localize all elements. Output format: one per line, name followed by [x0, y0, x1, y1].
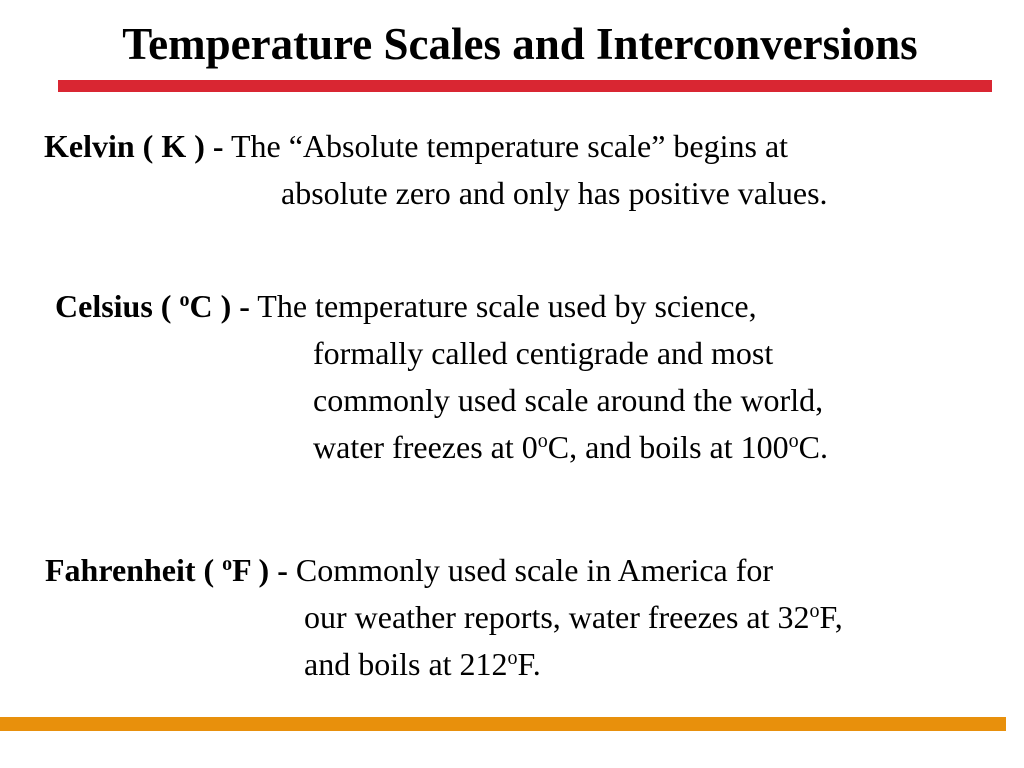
- celsius-text-line-1: The temperature scale used by science,: [257, 288, 757, 324]
- celsius-definition: [55, 283, 828, 471]
- slide-title: Temperature Scales and Interconversions: [122, 19, 918, 69]
- fahrenheit-text-line-2: our weather reports, water freezes at 32$^o$F,: [304, 599, 843, 635]
- footer-rule: [0, 717, 1006, 731]
- kelvin-text-line-1: The “Absolute temperature scale” begins at: [230, 128, 789, 164]
- celsius-text-line-4: water freezes at 0$^o$C, and boils at 100$^o$C.: [313, 429, 828, 465]
- kelvin-definition: [44, 123, 828, 217]
- fahrenheit-text-line-1: Commonly used scale in America for: [295, 552, 774, 588]
- celsius-term: Celsius ( $^o$C ) -: [55, 288, 250, 324]
- kelvin-term: Kelvin ( K ) -: [44, 128, 224, 164]
- fahrenheit-term: Fahrenheit ( $^o$F ) -: [45, 552, 288, 588]
- celsius-text-line-2: formally called centigrade and most: [313, 335, 774, 371]
- celsius-text-line-3: commonly used scale around the world,: [313, 382, 824, 418]
- title-underline: [58, 80, 992, 92]
- kelvin-text-line-2: absolute zero and only has positive values.: [281, 175, 828, 211]
- fahrenheit-definition: [45, 547, 843, 688]
- fahrenheit-text-line-3: and boils at 212$^o$F.: [304, 646, 541, 682]
